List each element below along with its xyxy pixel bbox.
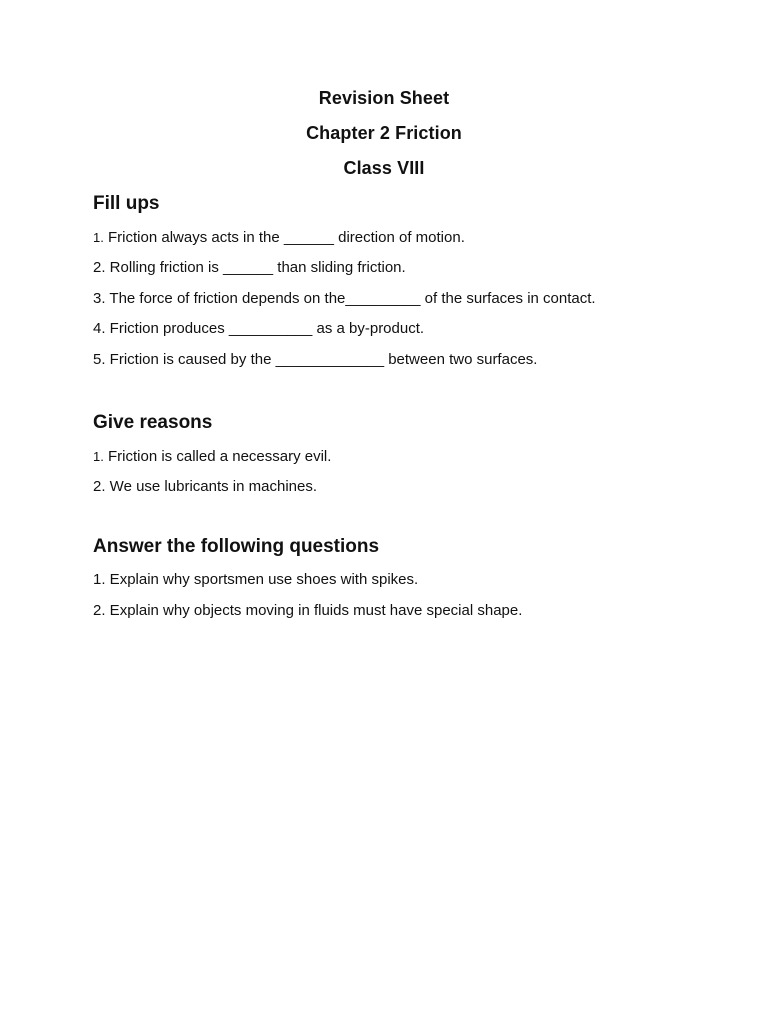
item-number: 3. [93,290,106,307]
item-text: Friction is caused by the _____________ between two surfaces. [105,351,538,368]
item-number: 5. [93,351,106,368]
item-text: Friction is called a necessary evil. [103,448,332,465]
reason-item-2 [93,478,317,495]
questions-heading: Answer the following questions [93,536,380,557]
fill-up-item-1 [93,229,465,246]
item-text: Explain why objects moving in fluids must have special shape. [105,602,523,619]
fill-ups-heading: Fill ups [93,193,160,214]
item-number: 1. [93,449,104,464]
fill-up-item-2 [93,259,406,276]
item-text: The force of friction depends on the_________ of the surfaces in contact. [105,290,596,307]
item-text: Explain why sportsmen use shoes with spikes. [105,571,419,588]
give-reasons-heading: Give reasons [93,412,213,433]
item-text: Friction always acts in the ______ direction of motion. [103,229,465,246]
question-item-2 [93,602,522,619]
item-number: 1. [93,230,104,245]
item-number: 1. [93,571,106,588]
item-text: Rolling friction is ______ than sliding friction. [105,259,406,276]
item-number: 2. [93,602,106,619]
item-number: 2. [93,478,106,495]
sheet-title: Revision Sheet [318,88,450,108]
fill-up-item-3 [93,290,596,307]
item-number: 2. [93,259,106,276]
item-text: We use lubricants in machines. [105,478,318,495]
class-title: Class VIII [343,158,425,178]
item-text: Friction produces __________ as a by-product. [105,320,425,337]
reason-item-1 [93,448,331,465]
item-number: 4. [93,320,106,337]
fill-up-item-5 [93,351,537,368]
chapter-title: Chapter 2 Friction [306,123,462,143]
fill-up-item-4 [93,320,424,337]
question-item-1 [93,571,418,588]
